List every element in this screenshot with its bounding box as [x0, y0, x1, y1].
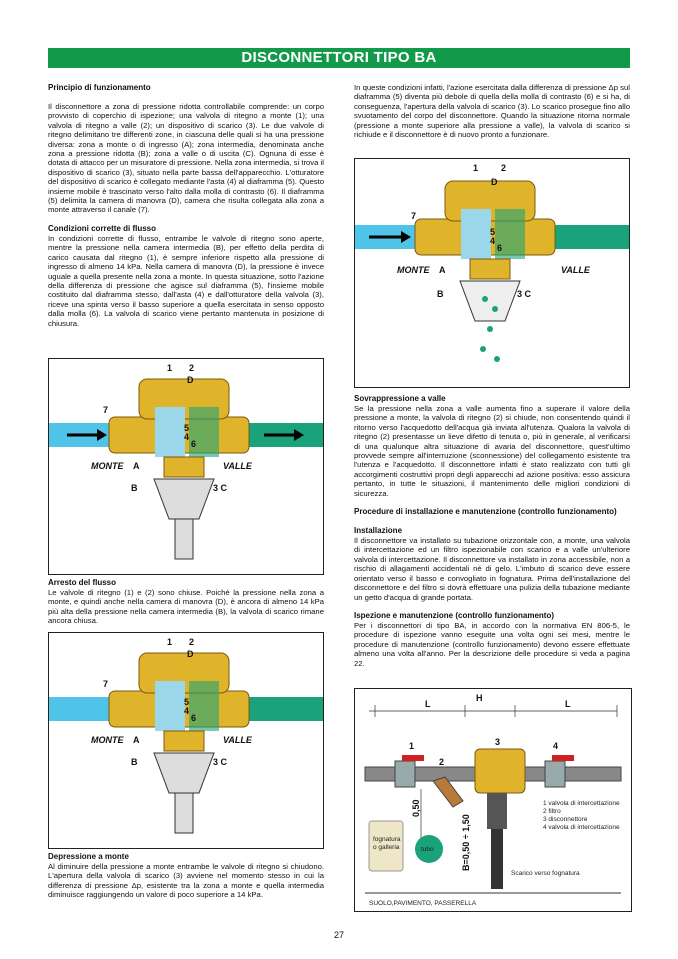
- label-1: 1: [473, 163, 479, 173]
- legend-4: 4 valvola di intercettazione: [543, 824, 620, 831]
- dim-050: 0,50: [411, 799, 421, 817]
- label-2: 2: [189, 363, 195, 373]
- text-arresto: Le valvole di ritegno (1) e (2) sono chiuse. Poiché la pressione nella zona a monte, e quindi anche nella camera di manovra (D), è ancora di almeno 14 kPa più alta della pressione nella camera intermedia (B), la valvola di scarico rimane ancora chiusa.: [48, 588, 324, 626]
- heading-condizioni: Condizioni corrette di flusso: [48, 223, 157, 233]
- label-1: 1: [167, 363, 173, 373]
- label-b: B: [131, 757, 138, 767]
- label-valle: VALLE: [561, 265, 590, 275]
- drain-label: Scarico verso fognatura: [511, 870, 580, 877]
- heading-principio: Principio di funzionamento: [48, 83, 151, 92]
- label-d: D: [187, 375, 194, 385]
- label-d: D: [491, 177, 498, 187]
- sewer-label-2: o galleria: [373, 844, 400, 851]
- label-2: 2: [501, 163, 507, 173]
- install-label-1: 1: [409, 741, 415, 751]
- heading-installazione: Installazione: [354, 526, 403, 536]
- label-4: 4: [184, 706, 190, 716]
- heading-arresto: Arresto del flusso: [48, 578, 117, 587]
- legend-1: 1 valvola di intercettazione: [543, 800, 620, 807]
- tub-label: tubo: [421, 846, 434, 853]
- label-3c: 3 C: [213, 757, 228, 767]
- floor-label: SUOLO,PAVIMENTO, PASSERELLA: [369, 900, 477, 907]
- label-3c: 3 C: [213, 483, 228, 493]
- heading-procedure: Procedure di installazione e manutenzione (controllo funzionamento): [354, 507, 617, 517]
- label-6: 6: [191, 713, 197, 723]
- left-column-top: [48, 83, 324, 328]
- label-2: 2: [189, 637, 195, 647]
- install-label-2: 2: [439, 757, 445, 767]
- label-5: 5: [490, 227, 496, 237]
- label-valle: VALLE: [223, 735, 252, 745]
- heading-ispezione: Ispezione e manutenzione (controllo funzionamento): [354, 610, 555, 620]
- text-sovrappressione: Se la pressione nella zona a valle aumenta fino a superare il valore della pressione a monte, la valvola di ritegno (2) si chiude, non consentendo quindi il ritorno verso l'acquedotto dell'acqua già inviata all'utenza. Qualora la valvola di ritegno (2) presentasse un lieve difetto di tenuta o, più in generale, al verificarsi di una qualunque altra situazione di avaria del disconnettore, quest'ultimo provvede sempre all'interruzione (sconnessione) del collegamento esistente tra l'utenza e l'acquedotto. Il disconnettore infatti è stato realizzato con tutti gli accorgimenti costruttivi propri degli apparecchi ad azione positiva: esso assicura pertanto, in tutte le situazioni, il mantenimento delle migliori condizioni di sicurezza.: [354, 404, 630, 498]
- legend-3: 3 disconnettore: [543, 816, 588, 823]
- install-label-4: 4: [553, 741, 559, 751]
- left-column-mid: [48, 578, 324, 626]
- label-b: B: [437, 289, 444, 299]
- diagram-flow-stop: [48, 632, 324, 849]
- page-title: DISCONNETTORI TIPO BA: [48, 48, 630, 68]
- text-condizioni: In condizioni corrette di flusso, entrambe le valvole di ritegno sono aperte, mentre la pressione nella camera intermedia (B), per effetto della perdita di carico causata dal ritegno (1), è sempre inferiore rispetto alla pressione di ingresso di almeno 14 kPa. Nella camera di manovra (D), la pressione è invece uguale a quella presente nella zona a monte. In questa situazione, sotto l'azione della differenza di pressione che agisce sul diaframma (5), l'insieme mobile costituito dal diaframma stesso, dall'asta (4) e dall'otturatore della valvola (3), riceve una spinta verso il basso superiore a quella esercitata in senso opposto dalla molla (6). La valvola di scarico viene pertanto mantenuta in posizione di chiusura.: [48, 233, 324, 328]
- label-6: 6: [191, 439, 197, 449]
- label-4: 4: [490, 236, 496, 246]
- label-1: 1: [167, 637, 173, 647]
- label-6: 6: [497, 243, 503, 253]
- legend-2: 2 filtro: [543, 808, 561, 815]
- text-intro: In queste condizioni infatti, l'azione esercitata dalla differenza di pressione Δp sul diaframma (5) diventa più debole di quella della molla di contrasto (6) e si ha, di conseguenza, l'apertura della valvola di scarico (3). Lo scarico prosegue fino allo svuotamento del corpo del disconnettore. Quando la situazione ritorna normale (pressione a monte superiore alla pressione a valle), la valvola di scarico si richiude e il disconnettore è di nuovo pronto a funzionare.: [354, 83, 630, 140]
- text-installazione: Il disconnettore va installato su tubazione orizzontale con, a monte, una valvola di intercettazione ed un filtro ispezionabile con scarico e a valle un'ulteriore valvola di intercettazione. Il disconnettore va installato in zona accessibile, non a rischio di allagamenti accidentali né di gelo. L'imbuto di scarico deve essere orientato verso il basso e convogliato in fognatura. Prima dell'installazione del disconnettore e del filtro si dovrà effettuare una pulizia della tubazione mediante un getto d'acqua di grande portata.: [354, 536, 630, 602]
- label-a: A: [133, 735, 140, 745]
- label-7: 7: [103, 679, 109, 689]
- label-d: D: [187, 649, 194, 659]
- label-5: 5: [184, 423, 190, 433]
- installation-diagram: [354, 688, 632, 912]
- label-monte: MONTE: [397, 265, 430, 275]
- text-ispezione: Per i disconnettori di tipo BA, in accordo con la normativa EN 806-5, le procedure di ispezione vanno eseguite una volta ogni sei mesi, mentre le procedure di manutenzione (controllo funzionamento) devono essere effettuate almeno una volta all'anno. Per la descrizione delle procedure si veda a pagina 22.: [354, 620, 630, 668]
- sewer-label-1: fognatura: [373, 836, 401, 843]
- diagram-correct-flow: [48, 358, 324, 575]
- dim-l-right: L: [565, 699, 571, 709]
- page-number: 27: [333, 930, 344, 940]
- label-valle: VALLE: [223, 461, 252, 471]
- heading-sovrappressione: Sovrappressione a valle: [354, 394, 446, 403]
- label-7: 7: [411, 211, 417, 221]
- diagram-back-siphonage: [354, 158, 630, 388]
- heading-depressione: Depressione a monte: [48, 852, 129, 861]
- right-column-mid: [354, 394, 630, 668]
- label-4: 4: [184, 432, 190, 442]
- dim-l-left: L: [425, 699, 431, 709]
- label-monte: MONTE: [91, 735, 124, 745]
- text-depressione: Al diminuire della pressione a monte entrambe le valvole di ritegno si chiudono. L'apertura della valvola di scarico (3) avviene nel momento stesso in cui la differenza di pressione Δp, esistente tra la zona a monte e quella intermedia diminuisce raggiungendo un valore di poco superiore a 14 kPa.: [48, 862, 324, 900]
- label-3c: 3 C: [517, 289, 532, 299]
- left-column-bottom: [48, 852, 324, 900]
- label-a: A: [439, 265, 446, 275]
- install-label-3: 3: [495, 737, 501, 747]
- label-7: 7: [103, 405, 109, 415]
- dim-range: B=0,50 ÷ 1,50: [461, 814, 471, 871]
- label-b: B: [131, 483, 138, 493]
- label-monte: MONTE: [91, 461, 124, 471]
- text-principio: Il disconnettore a zona di pressione ridotta controllabile comprende: un corpo provvisto di coperchio di ispezione; una valvola di ritegno a monte (1); una valvola di ritegno a valle (2); un dispositivo di scarico (3). Le due valvole di ritegno delimitano tre differenti zone, in ciascuna delle quali si ha una pressione diversa: zona a monte o di ingresso (A); zona intermedia, denominata anche zona a pressione ridotta (B); zona a valle o di uscita (C). Ognuna di esse è dotata di attacco per un misuratore di pressione. Nella zona intermedia, si trova il dispositivo di scarico (3), situato nella parte bassa dell'apparecchio. L'otturatore del dispositivo di scarico è collegato mediante l'asta (4) al diaframma (5). Questo insieme mobile è trascinato verso l'alto dalla molla di contrasto (6). Il diaframma (5) delimita la camera di manovra (D), camera che risulta collegata alla zona a monte attraverso il canale (7).: [48, 102, 324, 215]
- right-column-top: [354, 83, 630, 139]
- label-a: A: [133, 461, 140, 471]
- label-5: 5: [184, 697, 190, 707]
- dim-h-top: H: [476, 693, 483, 703]
